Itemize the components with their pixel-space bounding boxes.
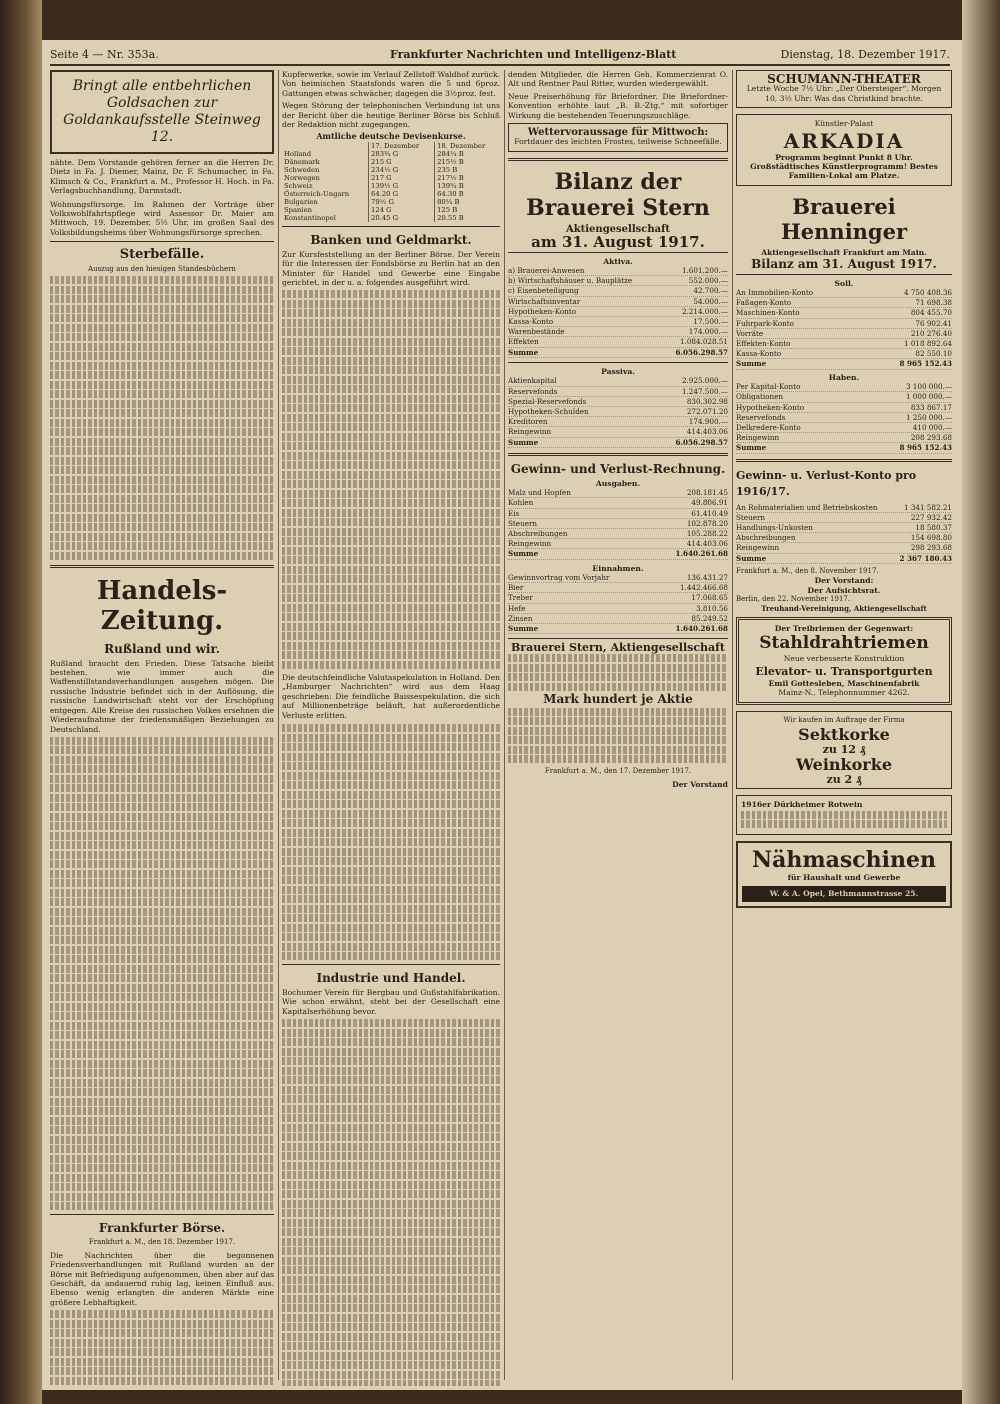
stern-date: am 31. August 1917. xyxy=(531,233,705,252)
table-row: Summe 8 965 152.43 xyxy=(736,443,952,453)
devisen-cell: Spanien xyxy=(284,205,313,214)
divider xyxy=(736,274,952,275)
elevator-title: Elevator- u. Transportgurten xyxy=(755,664,933,678)
industrie-title: Industrie und Handel. xyxy=(316,971,466,985)
table-row: Summe 6.056.298.57 xyxy=(508,347,728,357)
notice-body-2 xyxy=(508,708,728,764)
devisen-head-cell: 18. Dezember xyxy=(435,142,500,150)
stahl-pre: Der Treibriemen der Gegenwart: xyxy=(774,623,914,633)
kork-ad xyxy=(736,711,952,789)
devisen-cell: 20.45 G xyxy=(369,214,435,222)
aufsichtsrat-title: Der Aufsichtsrat. xyxy=(807,585,881,595)
column-1 xyxy=(50,70,274,1386)
henninger-title: Brauerei Henninger xyxy=(780,193,908,244)
table-row: Bier 1.442.466.68 xyxy=(508,583,728,593)
sekt-price: zu 12 ₰ xyxy=(822,743,866,757)
table-row: Kohlen 49.806.91 xyxy=(508,498,728,508)
passiva-table xyxy=(508,376,728,447)
table-row: Effekten-Konto 1 018 892.64 xyxy=(736,339,952,349)
paper-title: Frankfurter Nachrichten und Intelligenz-Blatt xyxy=(390,48,677,61)
table-row: Vorräte 210 276.40 xyxy=(736,328,952,338)
table-row: Summe 1.640.261.68 xyxy=(508,623,728,633)
russland-text: Rußland braucht den Frieden. Diese Tatsache bleibt bestehen, wie immer auch die Waffenstillstandsverhandlungen ausgehen mögen. Die russische Industrie befindet sich in der Auflösung, die russische Landwirtschaft steht vor der Erschöpfung entgegen. Alle Kreise des russischen Volkes ersehnen die Wiederaufnahme der friedensmäßigen Beziehungen zu Deutschland. xyxy=(50,658,274,734)
gv-table xyxy=(736,503,952,564)
divider xyxy=(508,252,728,253)
devisen-cell: Österreich-Ungarn xyxy=(284,189,350,198)
table-row: Warenbestände 174.000.— xyxy=(508,327,728,337)
table-row: Summe 1.640.261.68 xyxy=(508,549,728,559)
table-row: Zinsen 85.249.52 xyxy=(508,613,728,623)
devisen-head-cell xyxy=(282,142,369,150)
devisen-row xyxy=(282,198,500,206)
devisen-cell: 20.55 B xyxy=(435,214,500,222)
table-row: Faßagen-Konto 71 698.38 xyxy=(736,298,952,308)
berlin-date: Berlin, den 22. November 1917. xyxy=(736,594,851,603)
haben-table xyxy=(736,382,952,453)
devisen-row xyxy=(282,150,500,158)
firm-signature: Brauerei Stern, Aktiengesellschaft xyxy=(511,641,725,655)
devisen-cell: Holland xyxy=(284,149,312,158)
table-row: Hypotheken-Konto 833 867.17 xyxy=(736,402,952,412)
devisen-row xyxy=(282,166,500,174)
rotwein-ad xyxy=(736,795,952,835)
boerse-title: Frankfurter Börse. xyxy=(98,1221,226,1236)
table-row: Effekten 1.084.028.51 xyxy=(508,337,728,347)
vorstand-date: Frankfurt a. M., den 8. November 1917. xyxy=(736,566,879,575)
book-binding xyxy=(0,0,42,1404)
table-row: Reingewinn 208 293.68 xyxy=(736,433,952,443)
devisen-cell: 64.20 G xyxy=(369,190,435,198)
divider xyxy=(282,226,500,227)
sterbefaelle-sub: Auszug aus den hiesigen Standesbüchern xyxy=(88,265,236,274)
sekt-title: Sektkorke xyxy=(798,725,890,745)
devisen-cell: 284¼ B xyxy=(435,150,500,158)
devisen-cell: Schweiz xyxy=(284,181,313,190)
handels-zeitung-title: Handels-Zeitung. xyxy=(96,575,228,636)
devisen-cell: 217 G xyxy=(369,174,435,182)
wein-title: Weinkorke xyxy=(795,754,892,774)
divider xyxy=(508,362,728,363)
mark-title: Mark hundert je Aktie xyxy=(543,691,693,706)
table-row: Kassa-Konto 17.500.— xyxy=(508,317,728,327)
naeh-sub: für Haushalt und Gewerbe xyxy=(787,872,901,882)
table-row: Hypotheken-Schulden 272.071.20 xyxy=(508,406,728,416)
valutaspekulation-body xyxy=(282,724,500,960)
ausgaben-table xyxy=(508,488,728,559)
table-row: Steuern 227 932.42 xyxy=(736,512,952,522)
table-row: Maschinen-Konto 804 455.70 xyxy=(736,308,952,318)
telephone-text: Wegen Störung der telephonischen Verbindung ist uns der Bericht über die heutige Berliner Börse bis Schluß der Redaktion nicht zugegangen. xyxy=(282,101,500,130)
arkadia-ad xyxy=(736,114,952,186)
devisen-row xyxy=(282,158,500,166)
devisen-cell: Dänemark xyxy=(284,157,320,166)
gv-title: Gewinn- u. Verlust-Konto pro 1916/17. xyxy=(736,468,917,498)
devisen-cell: 139¾ B xyxy=(435,182,500,190)
table-row: a) Brauerei-Anwesen 1.601.200.— xyxy=(508,266,728,276)
table-row: Kreditoren 174.900.— xyxy=(508,417,728,427)
table-row: Summe 8 965 152.43 xyxy=(736,359,952,369)
table-row: Summe 2 367 180.43 xyxy=(736,553,952,563)
gold-ad: Bringt alle entbehrlichen Goldsachen zur Goldankaufsstelle Steinweg 12. xyxy=(50,70,274,154)
table-row: Per Kapital-Konto 3 100 000.— xyxy=(736,382,952,392)
devisen-row xyxy=(282,182,500,190)
table-row: Spezial-Reservefonds 830.302.98 xyxy=(508,396,728,406)
divider xyxy=(50,1214,274,1215)
boerse-body xyxy=(50,1310,274,1386)
table-row: Gewinnvortrag vom Vorjahr 136.431.27 xyxy=(508,572,728,582)
devisen-cell: 215½ B xyxy=(435,158,500,166)
devisen-row xyxy=(282,174,500,182)
intro-text: nähte. Dem Vorstande gehören ferner an die Herren Dr. Dietz in Fa. J. Diemer, Mainz, Dr. F. Schumacher, in Fa. Klimsch & Co., Frankfurt a. M., Professor H. Hoch. in Fa. Verlagsbuchhandlung, Darmstadt. xyxy=(50,158,274,196)
wein-price: zu 2 ₰ xyxy=(826,772,862,786)
stern-bilanz-title: Bilanz der Brauerei Stern xyxy=(526,168,710,221)
top-text: denden Mitglieder, die Herren Geh. Kommerzienrat O. Alt und Rentner Paul Ritter, wurden wiedergewählt. xyxy=(508,70,728,89)
russland-body xyxy=(50,737,274,1211)
page-edge xyxy=(962,0,1000,1404)
gottesleben-addr: Mainz-N., Telephonnummer 4262. xyxy=(778,688,910,698)
aktiva-title: Aktiva. xyxy=(603,256,633,266)
henninger-date: Bilanz am 31. August 1917. xyxy=(751,257,937,272)
stahl-sub: Neue verbesserte Konstruktion xyxy=(783,654,905,664)
devisen-cell: Norwegen xyxy=(284,173,320,182)
column-rule xyxy=(504,70,505,1380)
stahl-title: Stahldrahtriemen xyxy=(759,633,929,654)
weather-text: Fortdauer des leichten Frostes, teilweise Schneefälle. xyxy=(514,137,722,147)
devisen-row xyxy=(282,206,500,214)
table-row: An Rohmaterialien und Betriebskosten 1 341 582.21 xyxy=(736,502,952,512)
table-row: Abschreibungen 105.288.22 xyxy=(508,528,728,538)
table-row: Reingewinn 414.403.06 xyxy=(508,427,728,437)
table-row: Delkredere-Konto 410 000.— xyxy=(736,422,952,432)
table-row: Handlungs-Unkosten 18 580.37 xyxy=(736,522,952,532)
devisen-cell: 125 B xyxy=(435,206,500,214)
page-number: Seite 4 — Nr. 353a. xyxy=(50,48,159,61)
table-row: Reingewinn 298 293.68 xyxy=(736,543,952,553)
stern-sub: Aktiengesellschaft xyxy=(565,223,671,235)
notice-body xyxy=(508,654,728,691)
table-row: b) Wirtschaftshäuser u. Bauplätze 552.000.— xyxy=(508,276,728,286)
russland-title: Rußland und wir. xyxy=(104,641,220,656)
vorstand-title: Der Vorstand: xyxy=(814,576,874,586)
divider xyxy=(282,964,500,965)
table-row: Reservefonds 1 250 000.— xyxy=(736,412,952,422)
haben-title: Haben. xyxy=(828,372,860,382)
devisen-cell: Bulgarien xyxy=(284,197,318,206)
closing-date: Frankfurt a. M., den 17. Dezember 1917. xyxy=(544,767,692,776)
page-header xyxy=(50,46,950,66)
boerse-text: Die Nachrichten über die begonnenen Friedensverhandlungen mit Rußland wurden an der Börse mit Befriedigung aufgenommen, üben aber auf das Geschäft, da andauernd ruhig lag, keinen Einfluß aus. Ebenso wenig erlangten die anderen Märkte eine größere Lebhaftigkeit. xyxy=(50,1250,274,1307)
arkadia-pre: Künstler-Palast xyxy=(814,119,874,129)
banken-title: Banken und Geldmarkt. xyxy=(310,232,472,247)
table-row: Hefe 3.810.56 xyxy=(508,603,728,613)
divider xyxy=(736,459,952,462)
table-row: Reingewinn 414.403.06 xyxy=(508,539,728,549)
boerse-date: Frankfurt a. M., den 18. Dezember 1917. xyxy=(88,1238,236,1247)
briefporto-text: Neue Preiserhöhung für Briefordner. Die Briefordner-Konvention erhöhte laut „B. B.-Ztg.“ mit sofortiger Wirkung die bestehenden Teuerungszuschläge. xyxy=(508,91,728,120)
column-4 xyxy=(736,70,952,1386)
arkadia-title: ARKADIA xyxy=(783,128,905,153)
sterbefaelle-list xyxy=(50,276,274,560)
devisen-cell: Konstantinopel xyxy=(284,213,336,222)
industrie-body xyxy=(282,1019,500,1386)
devisen-cell: 124 G xyxy=(369,206,435,214)
vorstand-sign: Der Vorstand xyxy=(672,779,728,789)
naeh-title: Nähmaschinen xyxy=(751,846,936,873)
wohnungsfuersorge-text: Wohnungsfürsorge. Im Rahmen der Vorträge über Volkswohlfahrtspflege wird Assessor Dr. Maier am Mittwoch, 19. Dezember, 5½ Uhr, im großen Saal des Volksbildungsheims über Wohnungsfürsorge sprechen. xyxy=(50,199,274,237)
top-text: Kupferwerke, sowie im Verlauf Zellstoff Waldhof zurück. Von heimischen Staatsfonds waren die 5 und 6proz. Gattungen etwas schwächer, dagegen die 3½proz. fest. xyxy=(282,70,500,98)
table-row: Treber 17.068.65 xyxy=(508,593,728,603)
table-row: Malz und Hopfen 208.181.45 xyxy=(508,488,728,498)
issue-date: Dienstag, 18. Dezember 1917. xyxy=(780,48,950,61)
soll-title: Soll. xyxy=(834,278,854,288)
weather-box xyxy=(508,123,728,152)
weather-title: Wettervoraussage für Mittwoch: xyxy=(527,127,709,139)
column-rule xyxy=(278,70,279,1380)
gottesleben: Emil Gottesleben, Maschinenfabrik xyxy=(768,678,920,688)
devisen-cell: 283¾ G xyxy=(369,150,435,158)
table-row: Eis 61.410.49 xyxy=(508,508,728,518)
table-row: Fuhrpark-Konto 76 902.41 xyxy=(736,318,952,328)
divider xyxy=(50,241,274,242)
naehmaschinen-ad xyxy=(736,841,952,908)
stahl-ad xyxy=(736,617,952,705)
kursfeststellung-body xyxy=(282,290,500,669)
divider xyxy=(508,158,728,161)
valutaspekulation-text: Die deutschfeindliche Valutaspekulation in Holland. Den „Hamburger Nachrichten“ wird aus dem Haag geschrieben: Die feindliche Baissespekulation, die sich auf Millionenbeträge beläuft, hat außerordentliche Verluste erlitten. xyxy=(282,672,500,720)
table-row: Obligationen 1 000 000.— xyxy=(736,392,952,402)
column-rule xyxy=(732,70,733,1380)
table-row: An Immobilien-Konto 4 750 408.36 xyxy=(736,288,952,298)
devisen-cell: 234½ G xyxy=(369,166,435,174)
divider xyxy=(508,638,728,639)
devisen-cell: Schweden xyxy=(284,165,320,174)
aktiva-table xyxy=(508,266,728,358)
devisen-header-row xyxy=(282,142,500,150)
devisen-cell: 215 G xyxy=(369,158,435,166)
devisen-row xyxy=(282,190,500,198)
devisen-head-cell: 17. Dezember xyxy=(369,142,435,150)
devisen-cell: 139½ G xyxy=(369,182,435,190)
devisen-cell: 64.30 B xyxy=(435,190,500,198)
soll-table xyxy=(736,288,952,370)
table-row: Kassa-Konto 82 550.10 xyxy=(736,349,952,359)
table-row: Steuern 102.878.20 xyxy=(508,518,728,528)
devisen-table xyxy=(282,142,500,222)
arkadia-text: Programm beginnt Punkt 8 Uhr. Großstädtisches Künstlerprogramm! Bestes Familien-Lokal am Platze. xyxy=(750,152,938,181)
einnahmen-table xyxy=(508,573,728,634)
table-row: Aktienkapital 2.925.000.— xyxy=(508,376,728,386)
table-row: Abschreibungen 154 698.80 xyxy=(736,533,952,543)
treuhand: Treuhand-Vereinigung, Aktiengesellschaft xyxy=(761,604,927,614)
devisen-title: Amtliche deutsche Devisenkurse. xyxy=(316,131,466,142)
newspaper-page xyxy=(42,40,962,1390)
ausgaben-title: Ausgaben. xyxy=(595,478,641,488)
devisen-cell: 235 B xyxy=(435,166,500,174)
kursfeststellung-text: Zur Kursfeststellung an der Berliner Börse. Der Verein für die Interessen der Fondsbörse zu Berlin hat an den Minister für Handel und Gewerbe eine Eingabe gerichtet, in der u. a. folgendes ausgeführt wird. xyxy=(282,249,500,288)
column-3 xyxy=(508,70,728,1386)
devisen-cell: 217½ B xyxy=(435,174,500,182)
guv-title: Gewinn- und Verlust-Rechnung. xyxy=(510,461,726,476)
henninger-sub: Aktiengesellschaft Frankfurt am Main. xyxy=(761,247,927,257)
table-row: Wirtschaftsinventar 54.000.— xyxy=(508,296,728,306)
divider xyxy=(50,565,274,568)
naeh-firm: W. & A. Opel, Bethmannstrasse 25. xyxy=(742,886,946,901)
rotwein: 1916er Dürkheimer Rotwein xyxy=(741,800,863,810)
passiva-title: Passiva. xyxy=(601,366,635,376)
table-row: Hypotheken-Konto 2.214.000.— xyxy=(508,306,728,316)
sterbefaelle-title: Sterbefälle. xyxy=(119,247,205,263)
devisen-row xyxy=(282,214,500,222)
devisen-cell: 79½ G xyxy=(369,198,435,206)
theater-title: SCHUMANN-THEATER xyxy=(767,72,921,86)
theater-text: Letzte Woche 7½ Uhr: „Der Obersteiger“. Morgen 10, 3½ Uhr: Was das Christkind brachte. xyxy=(746,84,942,103)
table-row: c) Eisenbeteiligung 42.700.— xyxy=(508,286,728,296)
table-row: Summe 6.056.298.57 xyxy=(508,437,728,447)
bochumer-text: Bochumer Verein für Bergbau und Gußstahlfabrikation. Wie schon erwähnt, steht bei der Gesellschaft eine Kapitalserhöhung bevor. xyxy=(282,988,500,1016)
table-row: Reservefonds 1.247.500.— xyxy=(508,386,728,396)
einnahmen-title: Einnahmen. xyxy=(592,563,644,573)
divider xyxy=(508,453,728,456)
theater-ad xyxy=(736,70,952,108)
sekt-pre: Wir kaufen im Auftrage der Firma xyxy=(783,715,905,724)
devisen-cell: 80¼ B xyxy=(435,198,500,206)
column-2 xyxy=(282,70,500,1386)
